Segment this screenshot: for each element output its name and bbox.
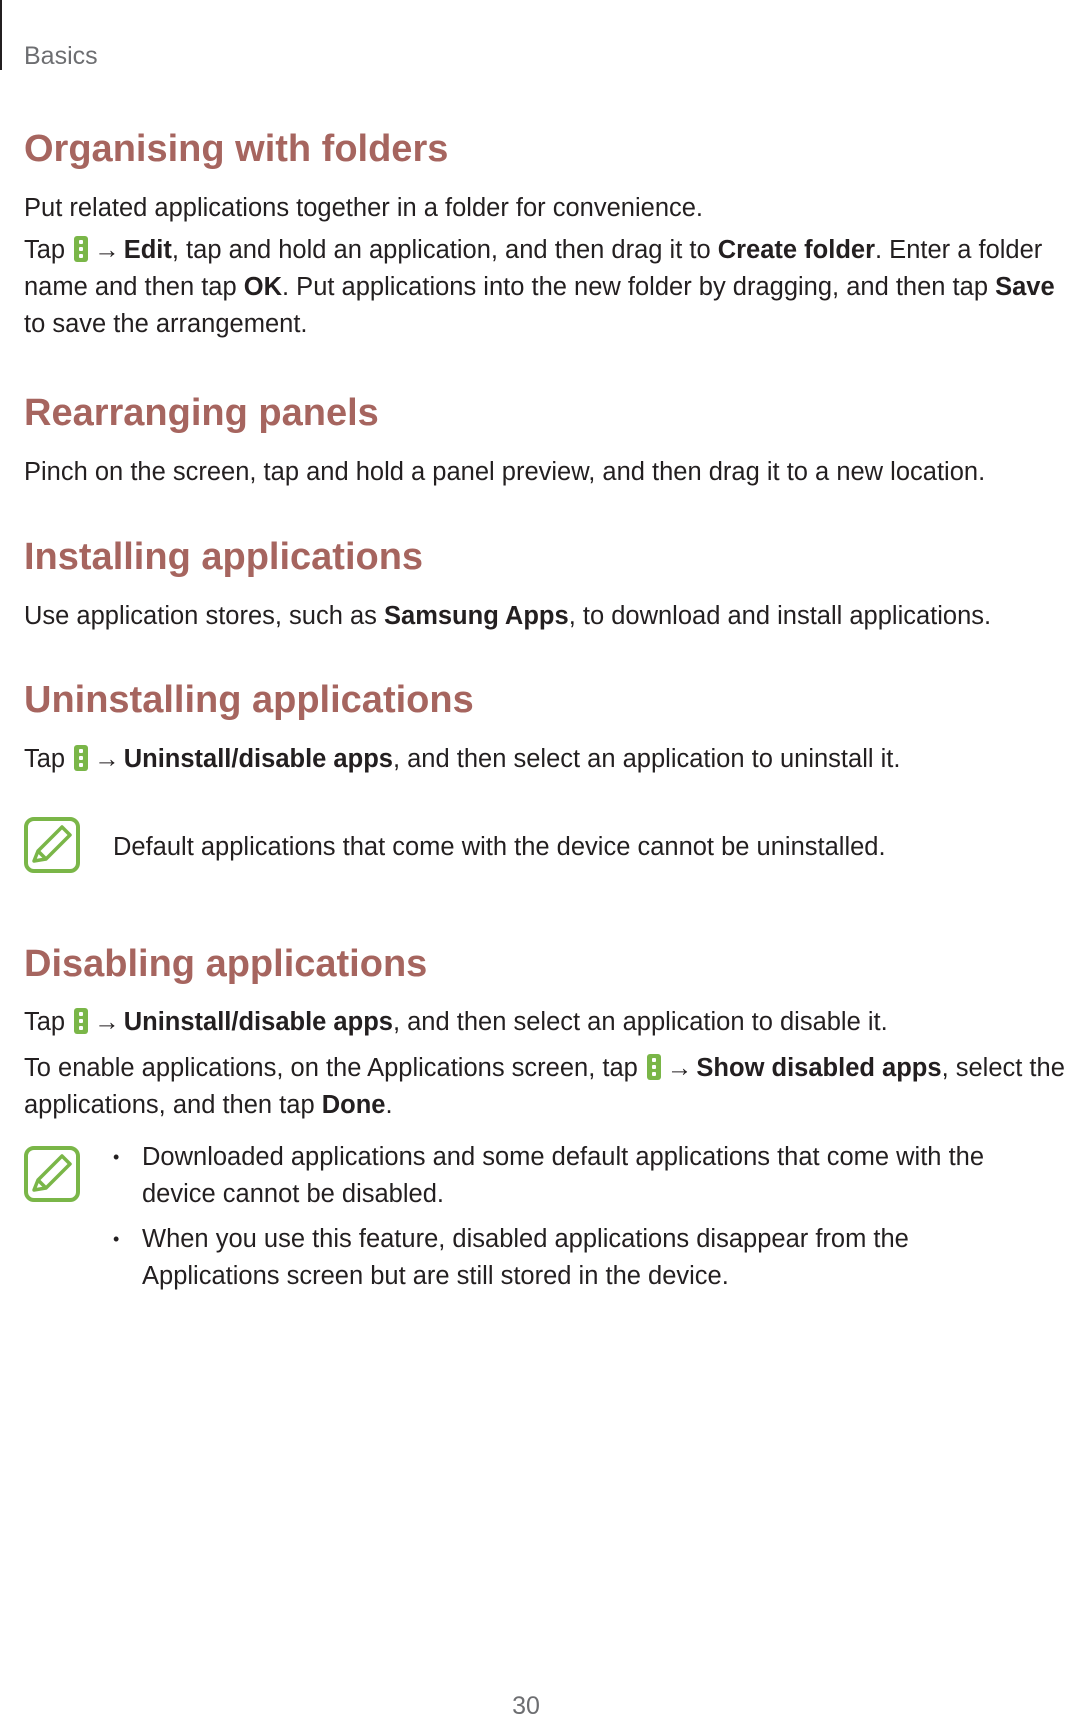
- page-number: 30: [512, 1692, 540, 1720]
- ok-label: OK: [243, 273, 283, 301]
- show-disabled-apps-label: Show disabled apps: [696, 1054, 942, 1082]
- disabling-text: Tap → Uninstall/disable apps, and then select an application to disable it.: [24, 1008, 888, 1036]
- enable-instruction-line2: applications, and then tap Done.: [24, 1091, 393, 1119]
- menu-icon: [647, 1054, 661, 1080]
- heading-installing-applications: Installing applications: [24, 536, 424, 578]
- installing-text: Use application stores, such as Samsung Apps, to download and install applications.: [24, 602, 992, 630]
- uninstall-disable-apps-label: Uninstall/disable apps: [123, 1008, 393, 1036]
- uninstall-disable-apps-label: Uninstall/disable apps: [123, 745, 393, 773]
- heading-rearranging-panels: Rearranging panels: [24, 392, 379, 434]
- note-icon: [24, 817, 80, 873]
- samsung-apps-label: Samsung Apps: [384, 602, 569, 630]
- heading-disabling-applications: Disabling applications: [24, 943, 428, 985]
- folders-intro: Put related applications together in a folder for convenience.: [24, 194, 704, 222]
- create-folder-label: Create folder: [717, 236, 876, 264]
- save-label: Save: [995, 273, 1055, 301]
- heading-organising-folders: Organising with folders: [24, 128, 449, 170]
- list-item: • Downloaded applications and some default applications that come with the device cannot be disabled.: [113, 1139, 1043, 1213]
- note-icon: [24, 1146, 80, 1202]
- page-edge-rule: [0, 0, 2, 70]
- folders-instruction-line2: name and then tap OK. Put applications into the new folder by dragging, and then tap Save: [24, 273, 1055, 301]
- running-head: Basics: [24, 42, 98, 70]
- done-label: Done: [321, 1091, 386, 1119]
- edit-label: Edit: [123, 236, 172, 264]
- uninstall-note: Default applications that come with the device cannot be uninstalled.: [113, 833, 886, 861]
- menu-icon: [74, 745, 88, 771]
- rearranging-text: Pinch on the screen, tap and hold a panel preview, and then drag it to a new location.: [24, 458, 986, 486]
- disable-notes-list: [113, 1139, 1043, 1303]
- folders-instruction-line1: Tap → Edit, tap and hold an application, and then drag it to Create folder. Enter a folder: [24, 236, 1043, 264]
- list-item: • When you use this feature, disabled applications disappear from the Applications screen but are still stored in the device.: [113, 1221, 1043, 1295]
- enable-instruction-line1: To enable applications, on the Applications screen, tap → Show disabled apps, select the: [24, 1054, 1065, 1082]
- heading-uninstalling-applications: Uninstalling applications: [24, 679, 474, 721]
- uninstalling-text: Tap → Uninstall/disable apps, and then select an application to uninstall it.: [24, 745, 901, 773]
- folders-instruction-line3: to save the arrangement.: [24, 310, 308, 338]
- menu-icon: [74, 1008, 88, 1034]
- menu-icon: [74, 236, 88, 262]
